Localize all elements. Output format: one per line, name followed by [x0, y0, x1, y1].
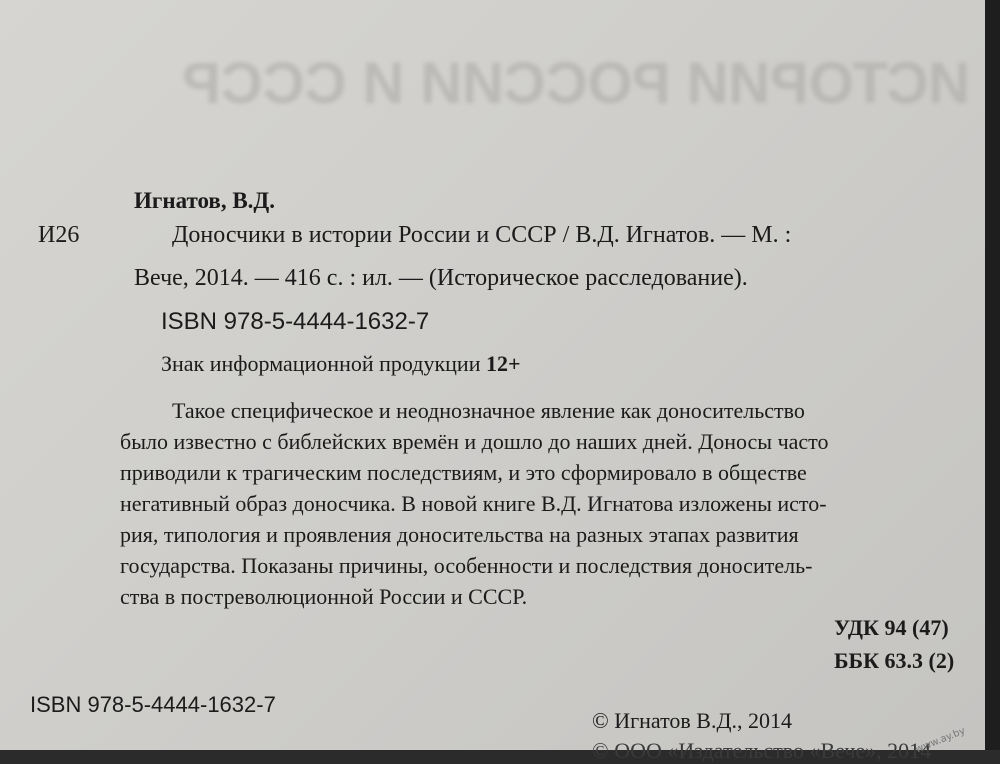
annotation-line: государства. Показаны причины, особенности и последствия доноситель- [120, 553, 813, 578]
annotation [120, 395, 982, 612]
bleed-through-text: ИСТОРИИ РОССИИ И СССР [182, 51, 970, 116]
udk-code: УДК 94 (47) [834, 615, 949, 640]
age-rating-label: Знак информационной продукции [161, 351, 481, 376]
copyright-author: © Игнатов В.Д., 2014 [592, 708, 792, 733]
age-rating-value: 12+ [485, 351, 521, 376]
annotation-line: Такое специфическое и неоднозначное явление как доносительство [172, 398, 805, 423]
title-line-2: Вече, 2014. — 416 с. : ил. — (Историческое расследование). [134, 265, 748, 291]
title-line-1: Доносчики в истории России и СССР / В.Д. Игнатов. — М. : [172, 222, 792, 248]
annotation-line: ства в постреволюционной России и СССР. [120, 584, 528, 609]
bbk-code: ББК 63.3 (2) [834, 648, 955, 673]
annotation-line: было известно с библейских времён и дошло до наших дней. Доносы часто [120, 429, 829, 454]
page-edge-shadow [985, 0, 1000, 750]
annotation-line: рия, типология и проявления доносительства на разных этапах развития [120, 522, 799, 547]
annotation-line: негативный образ доносчика. В новой книге В.Д. Игнатова изложены исто- [120, 491, 827, 516]
author-code: И26 [38, 222, 80, 248]
footer-isbn: ISBN 978-5-4444-1632-7 [30, 692, 276, 717]
annotation-line: приводили к трагическим последствиям, и это сформировало в обществе [120, 460, 807, 485]
watermark: www.ay.by [913, 725, 968, 756]
author-heading: Игнатов, В.Д. [134, 188, 275, 213]
copyright-publisher: © ООО «Издательство «Вече», 2014 [592, 738, 932, 763]
age-rating-line [161, 351, 521, 377]
isbn: ISBN 978-5-4444-1632-7 [161, 308, 430, 335]
